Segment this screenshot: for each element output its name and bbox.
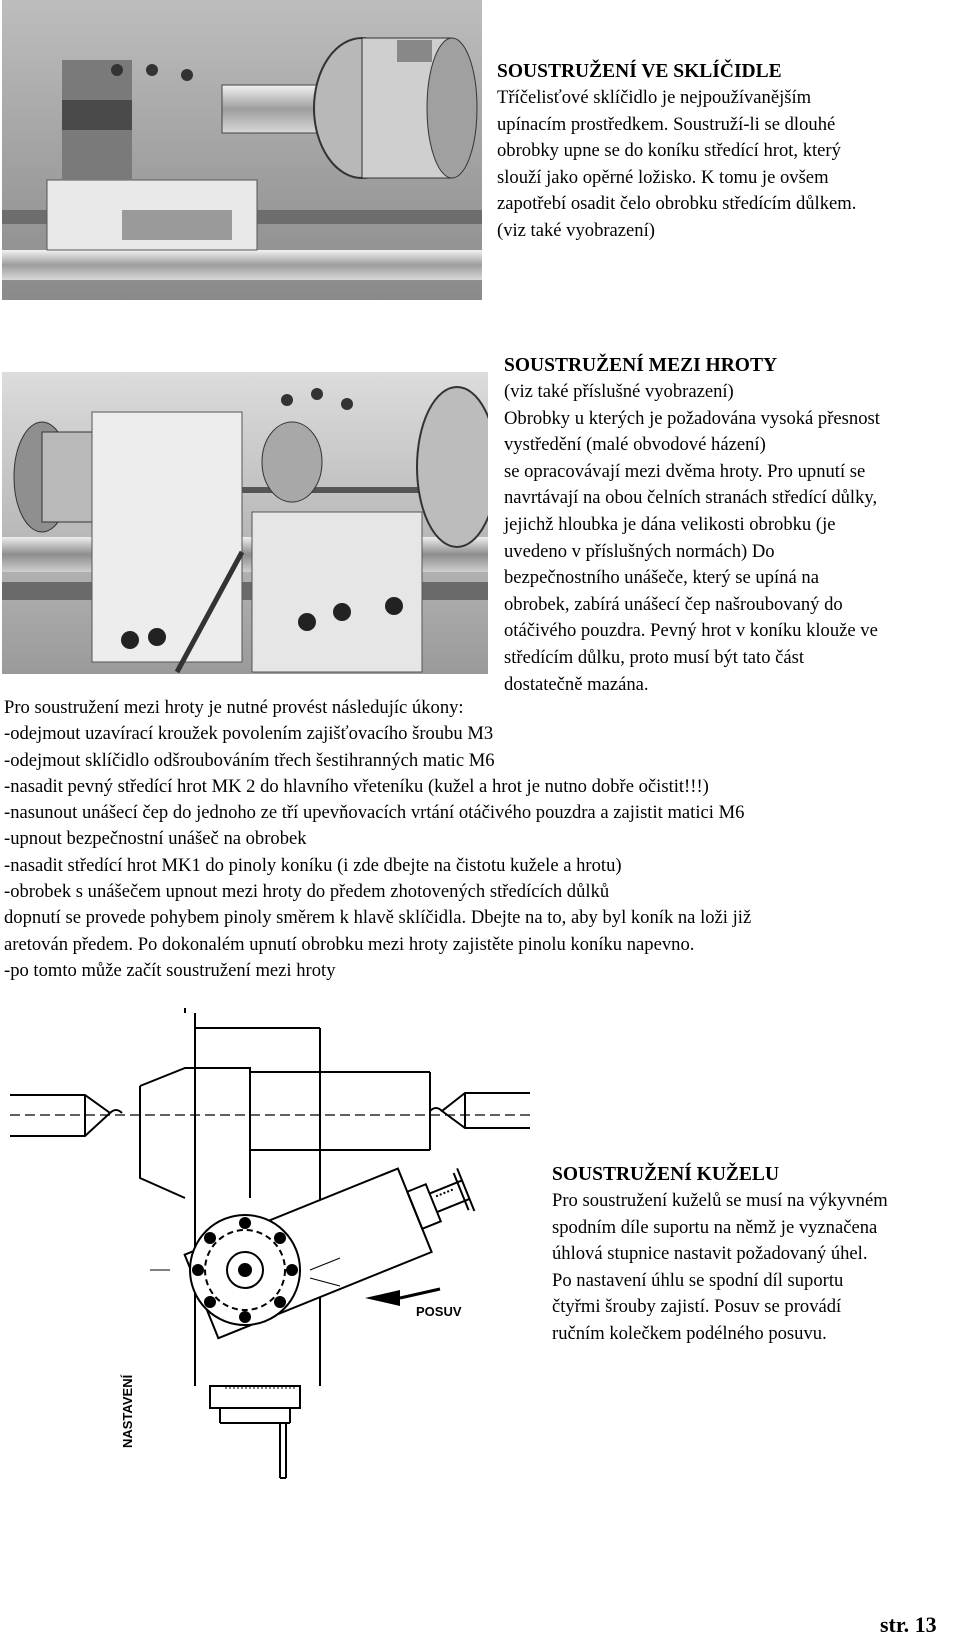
text-line: otáčivého pouzdra. Pevný hrot v koníku klouže ve <box>504 620 878 642</box>
section-title-between-centers: SOUSTRUŽENÍ MEZI HROTY <box>504 355 778 376</box>
text-line: Po nastavení úhlu se spodní díl suportu <box>552 1269 844 1291</box>
section-body-chuck <box>497 85 856 245</box>
text-line: ručním kolečkem podélného posuvu. <box>552 1322 827 1344</box>
text-line: úhlová stupnice nastavit požadovaný úhel. <box>552 1243 868 1265</box>
text-line: Pro soustružení kuželů se musí na výkyvném <box>552 1190 888 1211</box>
text-line: zapotřebí osadit čelo obrobku středícím důlkem. <box>497 193 857 215</box>
text-line: slouží jako opěrné ložisko. K tomu je ovšem <box>497 166 829 188</box>
text-line: navrtávají na obou čelních stranách středící důlky, <box>504 487 878 509</box>
text-line: se opracovávají mezi dvěma hroty. Pro upnutí se <box>504 460 866 482</box>
text-line: jejichž hloubka je dána velikosti obrobku (je <box>504 513 836 535</box>
text-line: Tříčelisťové sklíčidlo je nejpoužívanějším <box>497 87 812 108</box>
procedure-line: -odejmout uzavírací kroužek povolením zajišťovacího šroubu M3 <box>4 723 494 745</box>
page-number: str. 13 <box>880 1612 937 1637</box>
procedure-line: -nasadit středící hrot MK1 do pinoly koníku (i zde dbejte na čistotu kužele a hrotu) <box>4 854 622 876</box>
procedure-line: -po tomto může začít soustružení mezi hroty <box>4 959 336 981</box>
taper-turning-diagram <box>10 1008 540 1508</box>
section-body-between-centers <box>504 379 880 698</box>
label-nastaveni: NASTAVENÍ <box>120 1374 135 1448</box>
section-title-chuck: SOUSTRUŽENÍ VE SKLÍČIDLE <box>497 61 782 82</box>
procedure-line: -obrobek s unášečem upnout mezi hroty do předem zhotovených středících důlků <box>4 881 610 903</box>
text-line: dostatečně mazána. <box>504 673 649 695</box>
section-between-centers <box>504 353 880 698</box>
text-line: obrobek, zabírá unášecí čep našroubovaný do <box>504 593 843 615</box>
procedure-steps <box>4 695 751 984</box>
text-line: středícím důlku, proto musí být tato část <box>504 646 805 668</box>
text-line: (viz také vyobrazení) <box>497 219 655 241</box>
text-line: čtyřmi šrouby zajistí. Posuv se provádí <box>552 1296 842 1318</box>
photo-chuck-turning <box>2 0 482 300</box>
section-chuck <box>497 59 856 245</box>
text-line: (viz také příslušné vyobrazení) <box>504 381 734 402</box>
procedure-line: Pro soustružení mezi hroty je nutné provést následujíc úkony: <box>4 697 464 718</box>
section-taper <box>552 1162 888 1348</box>
procedure-line: -upnout bezpečnostní unášeč na obrobek <box>4 828 307 850</box>
section-title-taper: SOUSTRUŽENÍ KUŽELU <box>552 1164 780 1185</box>
text-line: obrobky upne se do koníku středící hrot, který <box>497 140 841 162</box>
text-line: vystředění (malé obvodové házení) <box>504 434 766 456</box>
text-line: bezpečnostního unášeče, který se upíná na <box>504 567 819 589</box>
procedure-line: -nasadit pevný středící hrot MK 2 do hlavního vřeteníku (kužel a hrot je nutno dobře očistit!!!) <box>4 775 709 797</box>
photo-between-centers <box>2 372 488 674</box>
procedure-line: dopnutí se provede pohybem pinoly směrem k hlavě sklíčidla. Dbejte na to, aby byl koník na loži již <box>4 907 752 929</box>
procedure-line: -nasunout unášecí čep do jednoho ze tří upevňovacích vrtání otáčivého pouzdra a zajistit matici M6 <box>4 802 745 824</box>
label-posuv: POSUV <box>416 1304 462 1319</box>
procedure-line: aretován předem. Po dokonalém upnutí obrobku mezi hroty zajistěte pinolu koníku napevno. <box>4 933 695 955</box>
section-body-taper <box>552 1188 888 1348</box>
text-line: spodním díle suportu na němž je vyznačena <box>552 1216 878 1238</box>
procedure-line: -odejmout sklíčidlo odšroubováním třech šestihranných matic M6 <box>4 749 495 771</box>
text-line: uvedeno v příslušných normách) Do <box>504 540 775 562</box>
text-line: Obrobky u kterých je požadována vysoká přesnost <box>504 407 880 429</box>
text-line: upínacím prostředkem. Soustruží-li se dlouhé <box>497 113 836 135</box>
